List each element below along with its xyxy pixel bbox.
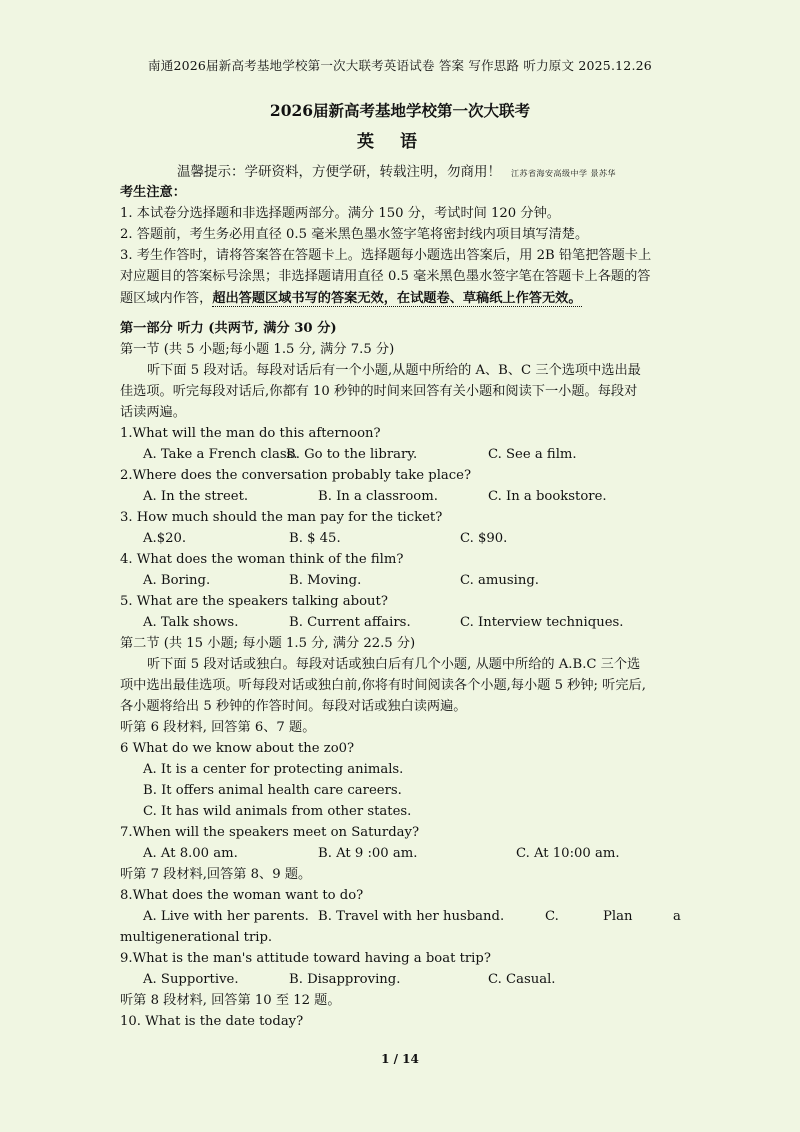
tip-line: [177, 163, 616, 183]
q1-option-a: A. Take a French class.: [143, 447, 298, 462]
question-10: 10. What is the date today?: [120, 1014, 304, 1029]
section2-intro-c: 各小题将给出 5 秒钟的作答时间。每段对话或独白读两遍。: [120, 699, 467, 714]
q7-option-b: B. At 9 :00 am.: [318, 846, 418, 861]
note-3a: 3. 考生作答时，请将答案答在答题卡上。选择题每小题选出答案后，用 2B 铅笔把答题卡上: [120, 248, 652, 263]
q3-option-c: C. $90.: [460, 531, 508, 546]
q4-option-c: C. amusing.: [460, 573, 539, 588]
note-3b: 对应题目的答案标号涂黑；非选择题请用直径 0.5 毫米黑色墨水签字笔在答题卡上各题的答: [120, 269, 651, 284]
q5-option-b: B. Current affairs.: [289, 615, 411, 630]
note-3c-plain: 题区域内作答，: [120, 291, 213, 306]
section1-heading: 第一节 (共 5 小题;每小题 1.5 分, 满分 7.5 分): [120, 342, 395, 357]
note-3c-bold: 超出答题区域书写的答案无效，在试题卷、草稿纸上作答无效。: [212, 291, 582, 306]
question-1: 1.What will the man do this afternoon?: [120, 426, 381, 441]
question-4: 4. What does the woman think of the film?: [120, 552, 404, 567]
question-2: 2.Where does the conversation probably take place?: [120, 468, 472, 483]
note-1: 1. 本试卷分选择题和非选择题两部分。满分 150 分，考试时间 120 分钟。: [120, 206, 560, 221]
q5-option-a: A. Talk shows.: [143, 615, 239, 630]
page-number: 1 / 14: [381, 1052, 419, 1066]
question-7: 7.When will the speakers meet on Saturday?: [120, 825, 420, 840]
notes-heading: 考生注意：: [120, 185, 186, 200]
tip-school: 江苏省海安高级中学 景苏华: [511, 169, 617, 178]
q1-option-b: B. Go to the library.: [286, 447, 418, 462]
question-5: 5. What are the speakers talking about?: [120, 594, 388, 609]
q2-option-b: B. In a classroom.: [318, 489, 438, 504]
q9-option-b: B. Disapproving.: [289, 972, 401, 987]
question-9: 9.What is the man's attitude toward having a boat trip?: [120, 951, 491, 966]
q4-option-b: B. Moving.: [289, 573, 362, 588]
q3-option-a: A.$20.: [143, 531, 187, 546]
q7-option-a: A. At 8.00 am.: [143, 846, 238, 861]
material-8-heading: 听第 8 段材料, 回答第 10 至 12 题。: [120, 993, 341, 1008]
exam-title: 2026届新高考基地学校第一次大联考: [269, 101, 531, 120]
material-7-heading: 听第 7 段材料,回答第 8、9 题。: [120, 867, 312, 882]
tip-main: 温馨提示：学研资料，方便学研，转载注明，勿商用！: [177, 164, 501, 180]
q8-option-c-letter: C.: [545, 909, 559, 924]
q3-option-b: B. $ 45.: [289, 531, 341, 546]
page-header: 南通2026届新高考基地学校第一次大联考英语试卷 答案 写作思路 听力原文 2025.12.26: [148, 58, 652, 73]
section1-intro-c: 话读两遍。: [120, 405, 186, 420]
section2-intro-a: 听下面 5 段对话或独白。每段对话或独白后有几个小题, 从题中所给的 A.B.C 三个选: [147, 657, 641, 672]
q6-option-b: B. It offers animal health care careers.: [143, 783, 402, 798]
part1-heading: 第一部分 听力 (共两节, 满分 30 分): [120, 321, 337, 336]
q2-option-c: C. In a bookstore.: [488, 489, 607, 504]
q1-option-c: C. See a film.: [488, 447, 577, 462]
q8-option-a: A. Live with her parents.: [143, 909, 309, 924]
q4-option-a: A. Boring.: [143, 573, 211, 588]
q9-option-a: A. Supportive.: [143, 972, 239, 987]
q6-option-a: A. It is a center for protecting animals.: [143, 762, 404, 777]
question-3: 3. How much should the man pay for the ticket?: [120, 510, 443, 525]
q7-option-c: C. At 10:00 am.: [516, 846, 620, 861]
q8-option-b: B. Travel with her husband.: [318, 909, 505, 924]
section1-intro-a: 听下面 5 段对话。每段对话后有一个小题,从题中所给的 A、B、C 三个选项中选出最: [147, 363, 641, 378]
q8-option-c-cont: multigenerational trip.: [120, 930, 273, 945]
q2-option-a: A. In the street.: [143, 489, 249, 504]
q5-option-c: C. Interview techniques.: [460, 615, 624, 630]
section2-heading: 第二节 (共 15 小题; 每小题 1.5 分, 满分 22.5 分): [120, 636, 416, 651]
q8-option-c-article: a: [673, 909, 681, 924]
material-6-heading: 听第 6 段材料, 回答第 6、7 题。: [120, 720, 316, 735]
q8-option-c-word: Plan: [603, 909, 633, 924]
q9-option-c: C. Casual.: [488, 972, 556, 987]
subject-title: 英语: [357, 132, 443, 152]
note-2: 2. 答题前，考生务必用直径 0.5 毫米黑色墨水签字笔将密封线内项目填写清楚。: [120, 227, 589, 242]
section1-intro-b: 佳选项。听完每段对话后,你都有 10 秒钟的时间来回答有关小题和阅读下一小题。每段对: [120, 384, 638, 399]
section2-intro-b: 项中选出最佳选项。听每段对话或独白前,你将有时间阅读各个小题,每小题 5 秒钟; 听完后,: [120, 678, 646, 693]
question-6: 6 What do we know about the zo0?: [120, 741, 355, 756]
note-3c: [120, 290, 582, 308]
q6-option-c: C. It has wild animals from other states.: [143, 804, 412, 819]
question-8: 8.What does the woman want to do?: [120, 888, 364, 903]
